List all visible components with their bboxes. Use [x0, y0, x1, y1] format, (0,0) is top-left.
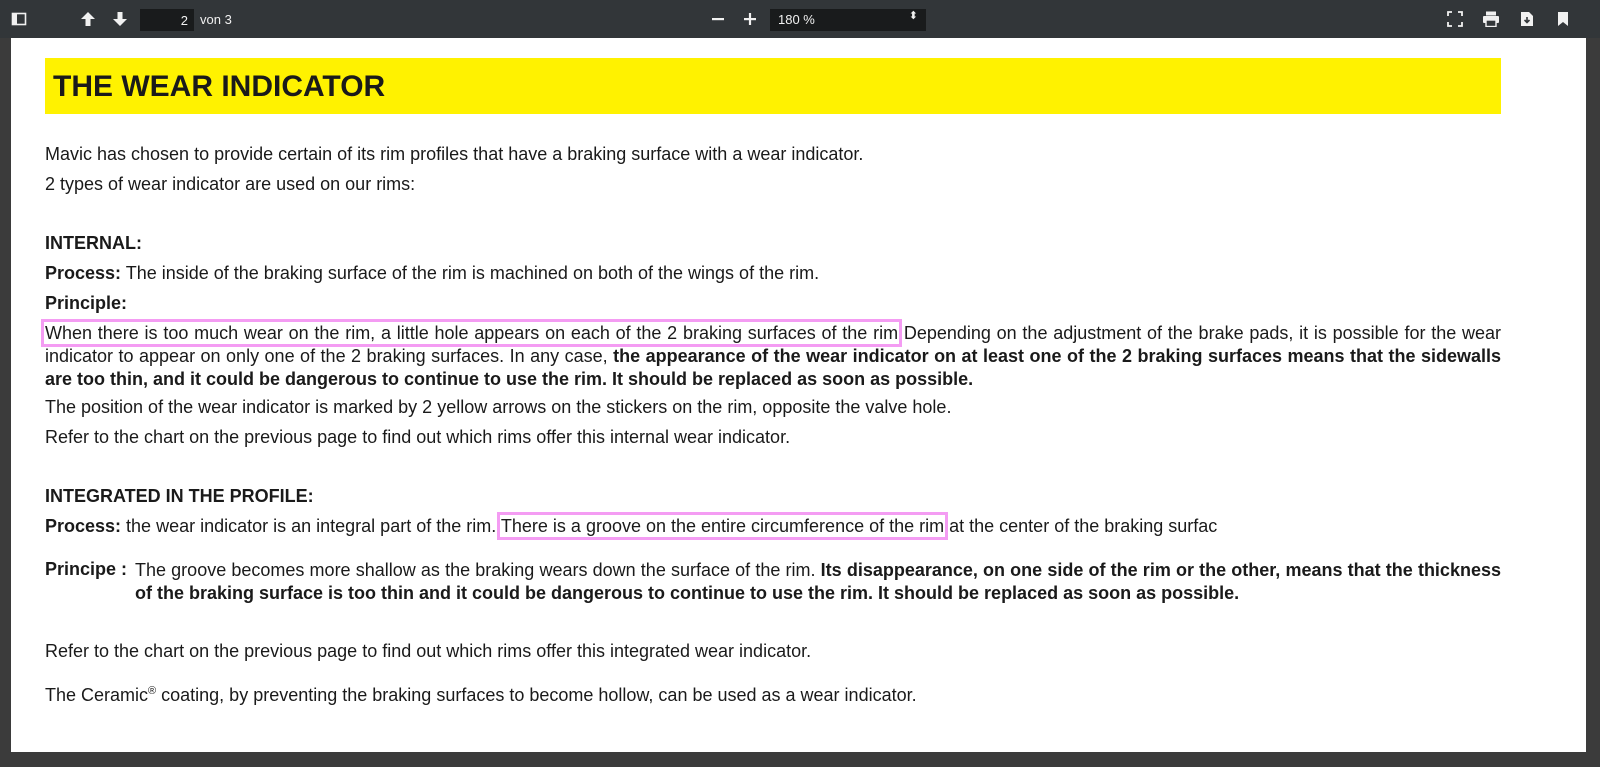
process-text: the wear indicator is an integral part of the rim.	[121, 516, 501, 536]
next-page-icon[interactable]	[108, 7, 132, 31]
ceramic-post: coating, by preventing the braking surfaces to become hollow, can be used as a wear indicator.	[156, 685, 917, 705]
page-title: THE WEAR INDICATOR	[53, 70, 386, 103]
principe-warning: Its disappearance, on one side of the rim or the other, means that the thickness of the braking surface is too thin and it could be dangerous to continue to use the rim. It should be replaced as soon as possible.	[135, 560, 1501, 603]
process-text: The inside of the braking surface of the rim is machined on both of the wings of the rim.	[121, 263, 820, 283]
integrated-principe-label: Principe :	[45, 559, 128, 579]
pdf-toolbar	[0, 0, 1600, 38]
intro-line-2: 2 types of wear indicator are used on our rims:	[45, 174, 416, 194]
zoom-in-icon[interactable]	[738, 7, 762, 31]
title-banner	[45, 58, 1501, 114]
principe-text: The groove becomes more shallow as the braking wears down the surface of the rim.	[135, 560, 821, 580]
zoom-select[interactable]	[770, 9, 926, 31]
integrated-heading: INTEGRATED IN THE PROFILE:	[45, 486, 314, 506]
previous-page-icon[interactable]	[76, 7, 100, 31]
sidebar-toggle-icon[interactable]	[7, 7, 31, 31]
internal-process	[45, 263, 819, 284]
highlighted-text: There is a groove on the entire circumference of the rim	[500, 516, 945, 536]
page-number-input[interactable]	[140, 9, 194, 31]
ceramic-note	[45, 685, 917, 706]
zoom-out-icon[interactable]	[706, 7, 730, 31]
fit-page-icon[interactable]	[1443, 7, 1467, 31]
pdf-page	[11, 38, 1586, 752]
internal-refer-text: Refer to the chart on the previous page to find out which rims offer this internal wear indicator.	[45, 427, 791, 447]
integrated-process	[45, 516, 1217, 537]
chevron-updown-icon: ⬍	[908, 10, 918, 22]
download-icon[interactable]	[1515, 7, 1539, 31]
bookmark-icon[interactable]	[1551, 7, 1575, 31]
page-total-label: von 3	[200, 12, 232, 27]
internal-principle-label: Principle:	[45, 293, 128, 313]
integrated-refer-text: Refer to the chart on the previous page to find out which rims offer this integrated wear indicator.	[45, 641, 812, 661]
internal-principle-paragraph	[45, 322, 1501, 391]
highlighted-text: When there is too much wear on the rim, a little hole appears on each of the 2 braking surfaces of the rim	[45, 323, 899, 343]
print-icon[interactable]	[1479, 7, 1503, 31]
process-tail: at the center of the braking surfac	[944, 516, 1218, 536]
zoom-value: 180 %	[778, 12, 815, 27]
internal-position-text: The position of the wear indicator is marked by 2 yellow arrows on the stickers on the rim, opposite the valve hole.	[45, 397, 952, 417]
registered-mark: ®	[148, 685, 157, 697]
integrated-principe-paragraph	[135, 559, 1501, 605]
internal-heading: INTERNAL:	[45, 233, 142, 253]
process-label: Process:	[45, 516, 122, 536]
process-label: Process:	[45, 263, 122, 283]
intro-line-1: Mavic has chosen to provide certain of its rim profiles that have a braking surface with a wear indicator.	[45, 144, 864, 164]
principle-text: Depending on the adjustment of the brake pads, it is possible for the wear indicator to appear on only one of the 2 braking surfaces. In any case,	[45, 323, 1501, 366]
ceramic-pre: The Ceramic	[45, 685, 149, 705]
principle-warning: the appearance of the wear indicator on at least one of the 2 braking surfaces means that the sidewalls are too thin, and it could be dangerous to continue to use the rim. It should be replaced as soon as possible.	[45, 346, 1501, 389]
